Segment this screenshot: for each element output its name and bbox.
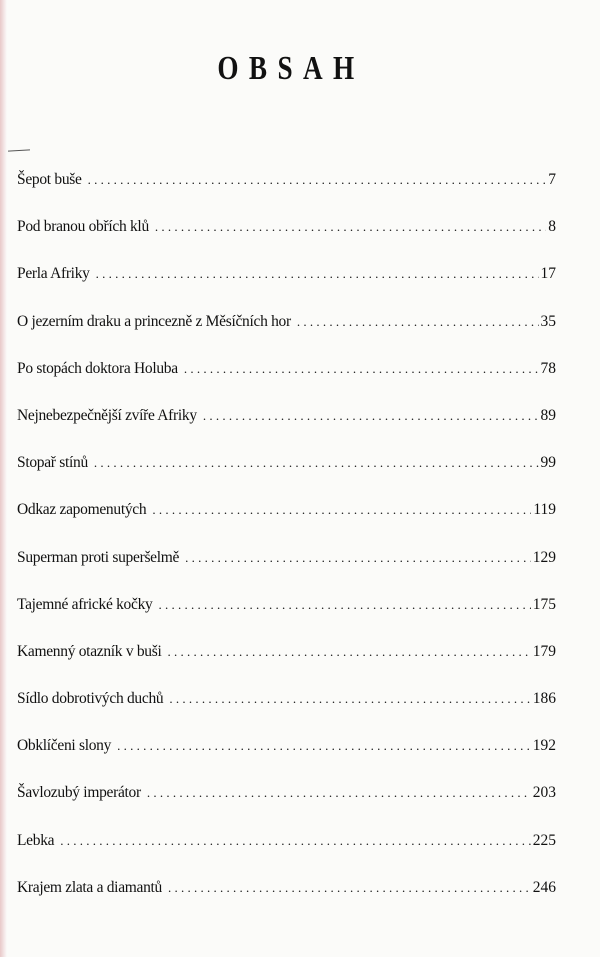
toc-entry (17, 596, 556, 643)
entry-title: Nejnebezpečnější zvíře Afriky (17, 406, 197, 424)
dot-leader (152, 502, 531, 518)
toc-entry (17, 265, 556, 312)
entry-title: Stopař stínů (17, 454, 88, 472)
toc-entry (17, 501, 556, 548)
entry-title: Lebka (17, 831, 55, 849)
entry-page: 175 (532, 595, 556, 613)
entry-title: Po stopách doktora Holuba (17, 359, 178, 377)
dot-leader (184, 361, 539, 377)
entry-title: Šavlozubý imperátor (17, 784, 141, 802)
toc-entry (17, 832, 556, 879)
dot-leader (203, 408, 539, 424)
toc-entry (17, 313, 556, 360)
dot-leader (297, 314, 539, 330)
dot-leader (168, 644, 531, 660)
entry-title: Odkaz zapomenutých (17, 501, 147, 519)
entry-page: 129 (532, 548, 556, 566)
toc-entry (17, 407, 556, 454)
entry-page: 7 (548, 171, 556, 188)
dot-leader (159, 597, 531, 613)
entry-page: 192 (532, 737, 556, 755)
dot-leader (96, 266, 539, 282)
entry-page: 17 (540, 265, 556, 283)
toc-entry (17, 360, 556, 407)
toc-entry (17, 690, 556, 737)
page-edge (0, 0, 7, 957)
table-of-contents (17, 171, 556, 926)
toc-entry (17, 171, 556, 218)
entry-title: Sídlo dobrotivých duchů (17, 690, 164, 708)
toc-entry (17, 549, 556, 596)
entry-page: 99 (540, 454, 556, 472)
entry-page: 119 (533, 501, 556, 519)
dot-leader (169, 691, 530, 707)
entry-title: O jezerním draku a princezně z Měsíčních hor (17, 312, 291, 330)
toc-entry (17, 784, 556, 831)
entry-title: Superman proti superšelmě (17, 548, 180, 566)
dot-leader (147, 785, 531, 801)
dot-leader (88, 172, 547, 188)
toc-entry (17, 737, 556, 784)
entry-title: Perla Afriky (17, 265, 90, 283)
entry-page: 8 (548, 218, 556, 236)
toc-entry (17, 218, 556, 265)
entry-page: 186 (532, 690, 556, 708)
toc-entry (17, 643, 556, 690)
toc-entry (17, 454, 556, 501)
entry-page: 203 (532, 784, 556, 802)
dot-leader (60, 833, 531, 849)
dot-leader (155, 219, 546, 235)
entry-page: 246 (532, 878, 556, 896)
entry-title: Krajem zlata a diamantů (17, 878, 163, 896)
entry-title: Tajemné africké kočky (17, 595, 153, 613)
entry-title: Pod branou obřích klů (17, 218, 149, 236)
dot-leader (94, 455, 539, 471)
entry-page: 35 (540, 312, 556, 330)
entry-title: Kamenný otazník v buši (17, 642, 162, 660)
scan-mark (8, 149, 30, 151)
entry-title: Obklíčeni slony (17, 737, 112, 755)
dot-leader (117, 738, 531, 754)
entry-page: 225 (532, 831, 556, 849)
dot-leader (185, 550, 531, 566)
page-title: OBSAH (217, 50, 365, 87)
entry-page: 89 (540, 406, 556, 424)
dot-leader (168, 880, 531, 896)
entry-page: 179 (532, 642, 556, 660)
toc-entry (17, 879, 556, 926)
entry-page: 78 (540, 359, 556, 377)
entry-title: Šepot buše (17, 171, 82, 188)
